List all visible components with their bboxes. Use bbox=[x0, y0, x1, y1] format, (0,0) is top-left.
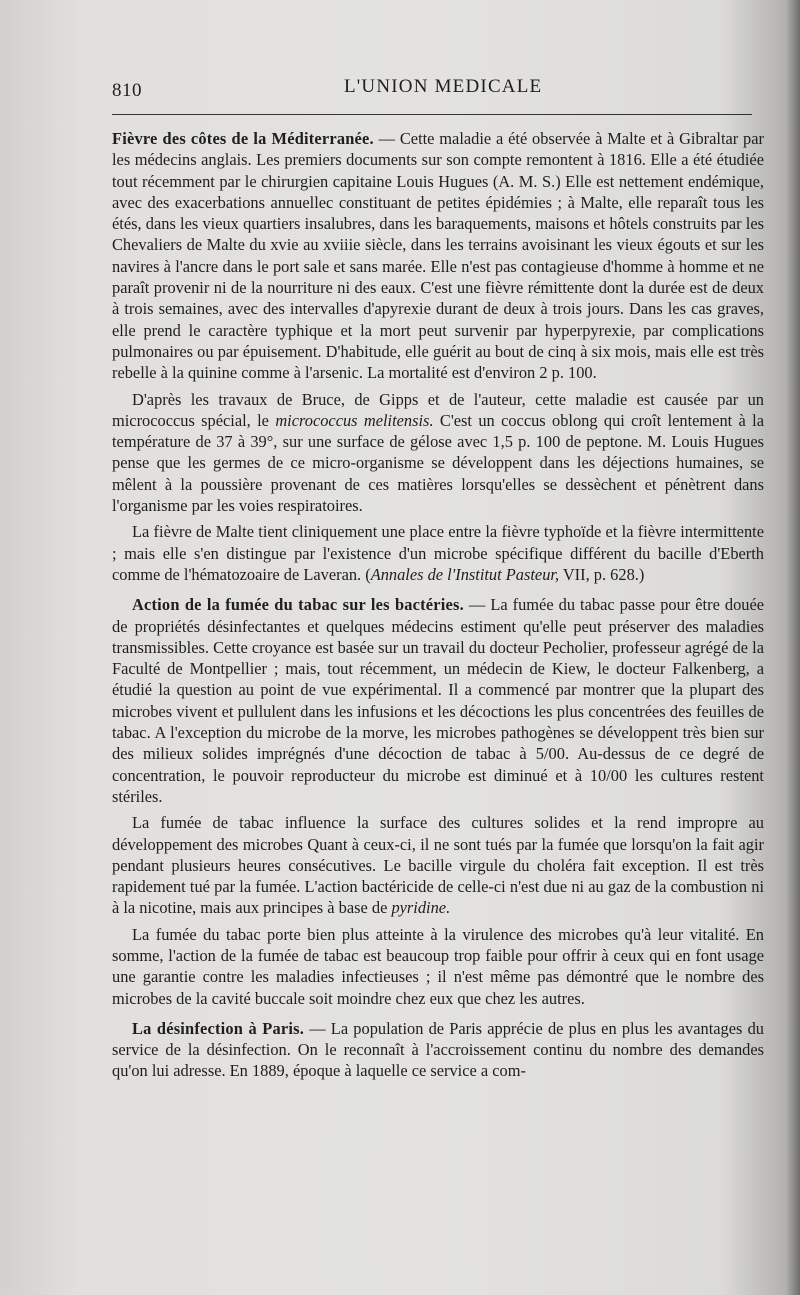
text-run: C'est un coccus oblong qui croît lentement à la température de 37 à 39°, sur une surface de gélose avec 1,5 p. 100 de peptone. M. Louis Hugues pense que les germes de ce micro-organisme se développent dans les déjections humaines, se mêlent à la poussière provenant de ces matières lorsqu'elles se dessèchent et pénètrent dans l'organisme par les voies respiratoires. bbox=[112, 410, 764, 516]
paragraph-fievre-1 bbox=[112, 128, 764, 384]
paragraph-fievre-2 bbox=[112, 389, 764, 517]
text-run: — La fumée du tabac passe pour être douée de propriétés désinfectantes et quelques médecins estiment qu'elle peut préserver des maladies transmissibles. Cette croyance est basée sur un travail du docteur Pecholier, professeur agrégé de la Faculté de Montpellier ; mais, tout récemment, un médecin de Kiew, le docteur Falkenberg, a étudié la question au point de vue expérimental. Il a commencé par montrer que la plupart des microbes vivent et pullulent dans les infusions et les décoctions les plus concentrées des feuilles de tabac. A l'exception du microbe de la morve, les microbes pathogènes se développent très bien sur des milieux solides imprégnés d'une décoction de tabac à 5/00. Au-dessus de ce degré de concentration, le pouvoir reproducteur du microbe est diminué et à 10/00 les cultures restent stériles. bbox=[112, 595, 765, 806]
paragraph-tabac-1 bbox=[112, 594, 764, 807]
text-run: VII, p. 628.) bbox=[559, 564, 645, 584]
text-run: La fumée de tabac influence la surface des cultures solides et la rend impropre au développement des microbes Quant à ceux-ci, il ne sont tués par la fumée que lorsqu'on la fait agir pendant plusieurs heures consécutives. Le bacille virgule du choléra fait exception. Il est très rapidement tué par la fumée. L'action bactéricide de celle-ci n'est due ni au gaz de la combustion ni à la nicotine, mais aux principes à base de bbox=[112, 813, 764, 918]
running-title: L'UNION MEDICALE bbox=[344, 76, 543, 97]
paragraph-tabac-3 bbox=[112, 924, 764, 1009]
text-run: — Cette maladie a été observée à Malte et à Gibraltar par les médecins anglais. Les premiers documents sur son compte remontent à 1816. Elle a été étudiée tout récemment par le chirurgien capitaine Louis Hugues (A. M. S.) Elle est nettement endémique, avec des exacerbations annuellec constituant de petites épidémies ; à Malte, elle reparaît tous les étés, dans les vieux quartiers insalubres, dans les baraquements, maisons et hôtels construits par les Chevaliers de Malte du xvie au xviiie siècle, dans les terrains avoisinant les vieux égouts et sur les navires à l'ancre dans le port sale et sans marée. Elle n'est pas contagieuse d'homme à homme et ne paraît provenir ni de la nourriture ni des eaux. C'est une fièvre rémittente dont la durée est de deux à trois semaines, avec des intervalles d'apyrexie durant de deux à trois jours. Dans les cas graves, elle prend le caractère typhique et la mort peut survenir par hyperpyrexie, par complications pulmonaires ou par épuisement. D'habitude, elle guérit au bout de cinq à six mois, mais elle est très rebelle à la quinine comme à l'arsenic. La mortalité est d'environ 2 p. 100. bbox=[112, 129, 764, 383]
paragraph-fievre-3 bbox=[112, 521, 764, 585]
section-title-fievre: Fièvre des côtes de la Méditerranée. bbox=[112, 129, 374, 148]
italic-run: micrococcus melitensis. bbox=[275, 410, 434, 430]
header-rule bbox=[112, 114, 752, 115]
paragraph-tabac-2 bbox=[112, 812, 764, 918]
page-edge-shadow bbox=[786, 0, 800, 1295]
section-title-tabac: Action de la fumée du tabac sur les bactéries. bbox=[132, 595, 464, 615]
paragraph-desinfection-1 bbox=[112, 1018, 764, 1082]
text-run: La fièvre de Malte tient cliniquement une place entre la fièvre typhoïde et la fièvre intermittente ; mais elle s'en distingue par l'existence d'un microbe spécifique différent du bacille d'Eberth comme de l'hématozoaire de Laveran. ( bbox=[112, 522, 764, 584]
section-title-desinfection: La désinfection à Paris. bbox=[132, 1018, 305, 1038]
article-body bbox=[112, 128, 764, 1087]
page-number: 810 bbox=[112, 80, 142, 101]
text-run: — La population de Paris apprécie de plus en plus les avantages du service de la désinfection. On le reconnaît à l'accroissement continu du nombre des demandes qu'on lui adresse. En 1889, époque à laquelle ce service a com- bbox=[112, 1018, 764, 1081]
text-run: D'après les travaux de Bruce, de Gipps et de l'auteur, cette maladie est causée par un micrococcus spécial, le bbox=[112, 389, 764, 430]
italic-run: pyridine. bbox=[391, 898, 451, 918]
text-run: La fumée du tabac porte bien plus atteinte à la virulence des microbes qu'à leur vitalité. En somme, l'action de la fumée de tabac est beaucoup trop faible pour offrir à ceux qui en font usage une garantie contre les maladies infectieuses ; il n'est même pas démontré que le nombre des microbes de la cavité buccale soit moindre chez eux que chez les autres. bbox=[112, 924, 764, 1008]
italic-run: Annales de l'Institut Pasteur, bbox=[370, 564, 560, 584]
page-header bbox=[112, 76, 752, 106]
